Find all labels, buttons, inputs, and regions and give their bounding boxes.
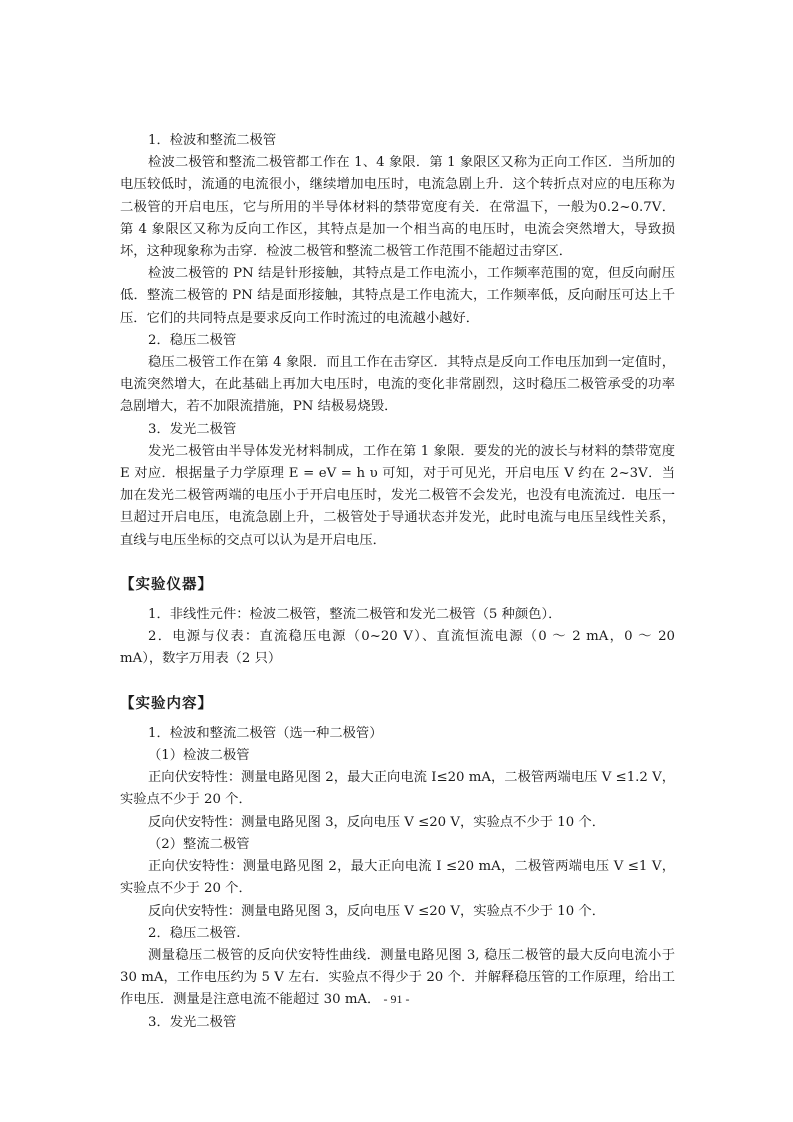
instrument-item-1: 1．非线性元件：检波二极管，整流二极管和发光二极管（5 种颜色）． [148,607,562,623]
content-1a-forward: 正向伏安特性：测量电路见图 2，最大正向电流 I≤20 mA，二极管两端电压 V ≤1.2 V，实验点不少于 20 个． [120,770,675,808]
content-1b-reverse: 反向伏安特性：测量电路见图 3，反向电压 V ≤20 V，实验点不少于 10 个． [148,903,606,919]
instrument-item-2: 2．电源与仪表：直流稳压电源（0~20 V）、直流恒流电源（0 ～ 2 mA，0 ～ 20 mA），数字万用表（2 只） [120,629,675,667]
content-item-1b: （2）整流二极管 [148,836,250,852]
section-title-content: 【实验内容】 [120,695,213,712]
content-item-1: 1．检波和整流二极管（选一种二极管） [148,725,383,741]
content-1a-reverse: 反向伏安特性：测量电路见图 3，反向电压 V ≤20 V，实验点不少于 10 个． [148,814,606,830]
paragraph-led: 发光二极管由半导体发光材料制成，工作在第 1 象限．要发的光的波长与材料的禁带宽度 E 对应．根据量子力学原理 E = eV = h υ 可知，对于可见光，开启电压 V 约在 2~3V．当加在发光二极管两端的电压小于开启电压时，发光二极管不会发光，也没有电流流过．电压一旦超过开启电压，电流急剧上升，二极管处于导通状态并发光，此时电流与电压呈线性关系，直线与电压坐标的交点可以认为是开启电压． [120,443,675,548]
heading-detector-rectifier: 1．检波和整流二极管 [148,133,277,148]
section-title-instruments: 【实验仪器】 [120,576,213,593]
content-item-3: 3．发光二极管 [148,1014,237,1030]
heading-zener: 2．稳压二极管 [148,332,237,348]
paragraph-pn-junction: 检波二极管的 PN 结是针形接触，其特点是工作电流小，工作频率范围的宽，但反向耐压低．整流二极管的 PN 结是面形接触，其特点是工作电流大，工作频率低，反向耐压可达上千压．它们的共同特点是要求反向工作时流过的电流越小越好． [120,266,675,326]
paragraph-quadrants: 检波二极管和整流二极管都工作在 1、4 象限．第 1 象限区又称为正向工作区．当所加的电压较低时，流通的电流很小，继续增加电压时，电流急剧上升．这个转折点对应的电压称为二极管的开启电压，它与所用的半导体材料的禁带宽度有关．在常温下，一般为0.2~0.7V．第 4 象限区又称为反向工作区，其特点是加一个相当高的电压时，电流会突然增大，导致损坏，这种现象称为击穿．检波二极管和整流二极管工作范围不能超过击穿区． [120,155,675,260]
page-content [120,130,675,1034]
paragraph-zener: 稳压二极管工作在第 4 象限．而且工作在击穿区．其特点是反向工作电压加到一定值时，电流突然增大，在此基础上再加大电压时，电流的变化非常剧烈，这时稳压二极管承受的功率急剧增大，若不加限流措施，PN 结极易烧毁． [120,355,675,415]
content-1b-forward: 正向伏安特性：测量电路见图 2，最大正向电流 I ≤20 mA，二极管两端电压 V ≤1 V，实验点不少于 20 个． [120,859,675,897]
content-item-1a: （1）检波二极管 [148,748,250,764]
heading-led: 3．发光二极管 [148,421,237,437]
content-2-text: 测量稳压二极管的反向伏安特性曲线．测量电路见图 3, 稳压二极管的最大反向电流小于 30 mA，工作电压约为 5 V 左右．实验点不得少于 20 个．并解释稳压管的工作原理，给出工作电压．测量是注意电流不能超过 30 mA． [120,947,675,1008]
page-number: - 91 - [383,992,410,1006]
content-item-2: 2．稳压二极管. [148,925,241,941]
